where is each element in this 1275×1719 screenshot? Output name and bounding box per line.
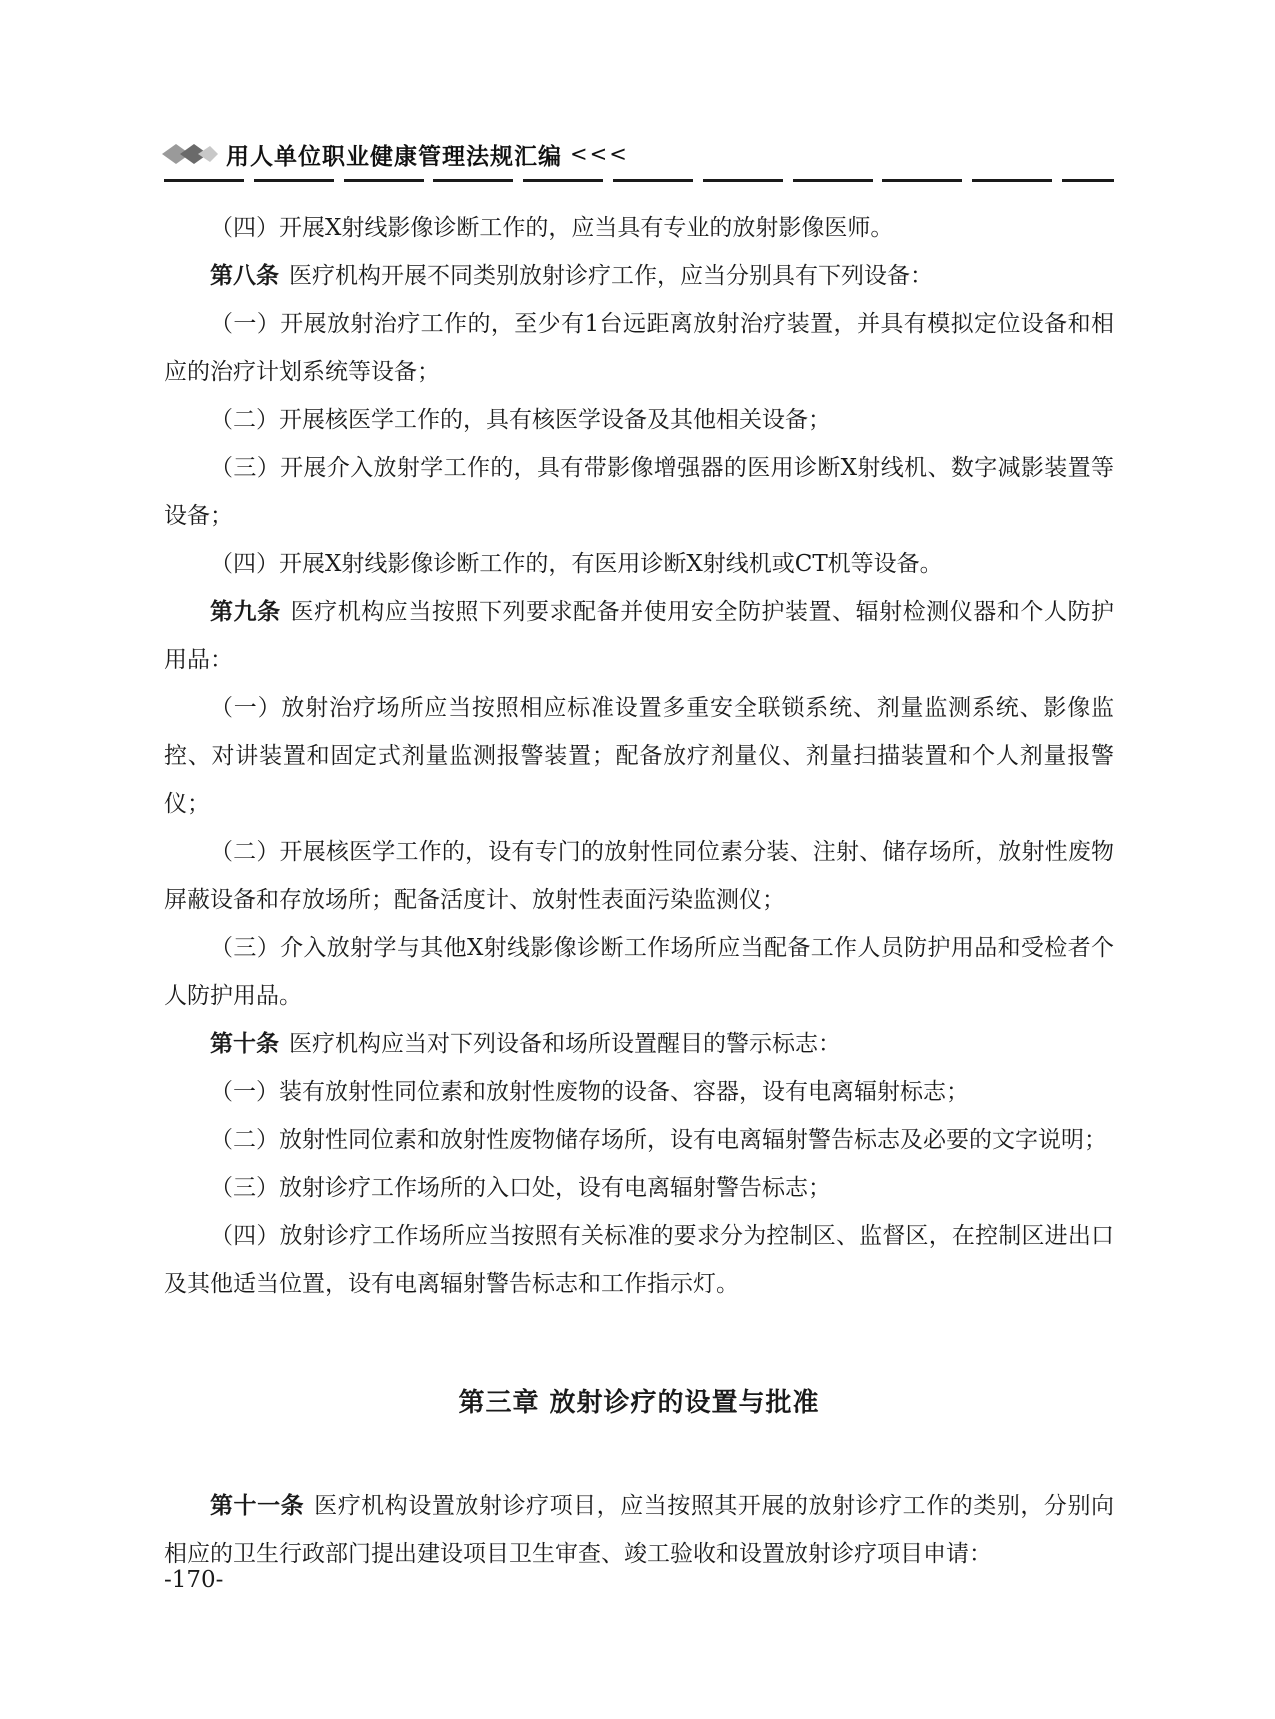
paragraph-text: 医疗机构应当对下列设备和场所设置醒目的警示标志： (289, 1031, 841, 1057)
paragraph-text: （四）开展X射线影像诊断工作的，应当具有专业的放射影像医师。 (210, 215, 894, 241)
paragraph-text: （三）介入放射学与其他X射线影像诊断工作场所应当配备工作人员防护用品和受检者个人防护用品。 (164, 935, 1114, 1009)
article-number: 第八条 (210, 263, 279, 289)
article-number: 第十条 (210, 1031, 279, 1057)
article-number: 第十一条 (210, 1493, 305, 1519)
paragraph-text: 医疗机构设置放射诊疗项目，应当按照其开展的放射诊疗工作的类别，分别向相应的卫生行政部门提出建设项目卫生审查、竣工验收和设置放射诊疗项目申请： (164, 1493, 1115, 1567)
paragraph (164, 1068, 1114, 1116)
body-text-continued (164, 1482, 1114, 1578)
paragraph (164, 204, 1114, 252)
body-text (164, 204, 1114, 1308)
paragraph (164, 252, 1114, 300)
article-number: 第九条 (210, 599, 281, 625)
paragraph-text: （一）放射治疗场所应当按照相应标准设置多重安全联锁系统、剂量监测系统、影像监控、对讲装置和固定式剂量监测报警装置；配备放疗剂量仪、剂量扫描装置和个人剂量报警仪； (164, 695, 1114, 817)
paragraph (164, 924, 1114, 1020)
header-arrows: <<< (570, 142, 629, 166)
paragraph (164, 1164, 1114, 1212)
paragraph-text: （三）放射诊疗工作场所的入口处，设有电离辐射警告标志； (210, 1175, 831, 1201)
paragraph (164, 1212, 1114, 1308)
paragraph (164, 1116, 1114, 1164)
header-rule (164, 179, 1114, 182)
paragraph-text: （四）开展X射线影像诊断工作的，有医用诊断X射线机或CT机等设备。 (210, 551, 943, 577)
paragraph (164, 828, 1114, 924)
paragraph (164, 444, 1114, 540)
diamond-arrow-icon (160, 141, 220, 167)
book-title: 用人单位职业健康管理法规汇编 (226, 143, 562, 170)
chapter-heading: 第三章 放射诊疗的设置与批准 (458, 1388, 820, 1418)
paragraph (164, 684, 1114, 828)
paragraph-text: 医疗机构开展不同类别放射诊疗工作，应当分别具有下列设备： (289, 263, 933, 289)
paragraph-text: （二）放射性同位素和放射性废物储存场所，设有电离辐射警告标志及必要的文字说明； (210, 1127, 1107, 1153)
paragraph-text: （一）开展放射治疗工作的，至少有1台远距离放射治疗装置，并具有模拟定位设备和相应的治疗计划系统等设备； (164, 311, 1114, 385)
paragraph-text: （二）开展核医学工作的，设有专门的放射性同位素分装、注射、储存场所，放射性废物屏蔽设备和存放场所；配备活度计、放射性表面污染监测仪； (164, 839, 1114, 913)
running-header (160, 134, 629, 174)
paragraph-text: （一）装有放射性同位素和放射性废物的设备、容器，设有电离辐射标志； (210, 1079, 969, 1105)
paragraph-text: （二）开展核医学工作的，具有核医学设备及其他相关设备； (210, 407, 831, 433)
paragraph (164, 300, 1114, 396)
paragraph-text: 医疗机构应当按照下列要求配备并使用安全防护装置、辐射检测仪器和个人防护用品： (164, 599, 1115, 673)
paragraph-text: （四）放射诊疗工作场所应当按照有关标准的要求分为控制区、监督区，在控制区进出口及其他适当位置，设有电离辐射警告标志和工作指示灯。 (164, 1223, 1114, 1297)
paragraph (164, 396, 1114, 444)
paragraph (164, 1020, 1114, 1068)
paragraph-text: （三）开展介入放射学工作的，具有带影像增强器的医用诊断X射线机、数字减影装置等设备； (164, 455, 1114, 529)
paragraph (164, 1482, 1114, 1578)
paragraph (164, 540, 1114, 588)
paragraph (164, 588, 1114, 684)
page-number: -170- (164, 1567, 224, 1593)
